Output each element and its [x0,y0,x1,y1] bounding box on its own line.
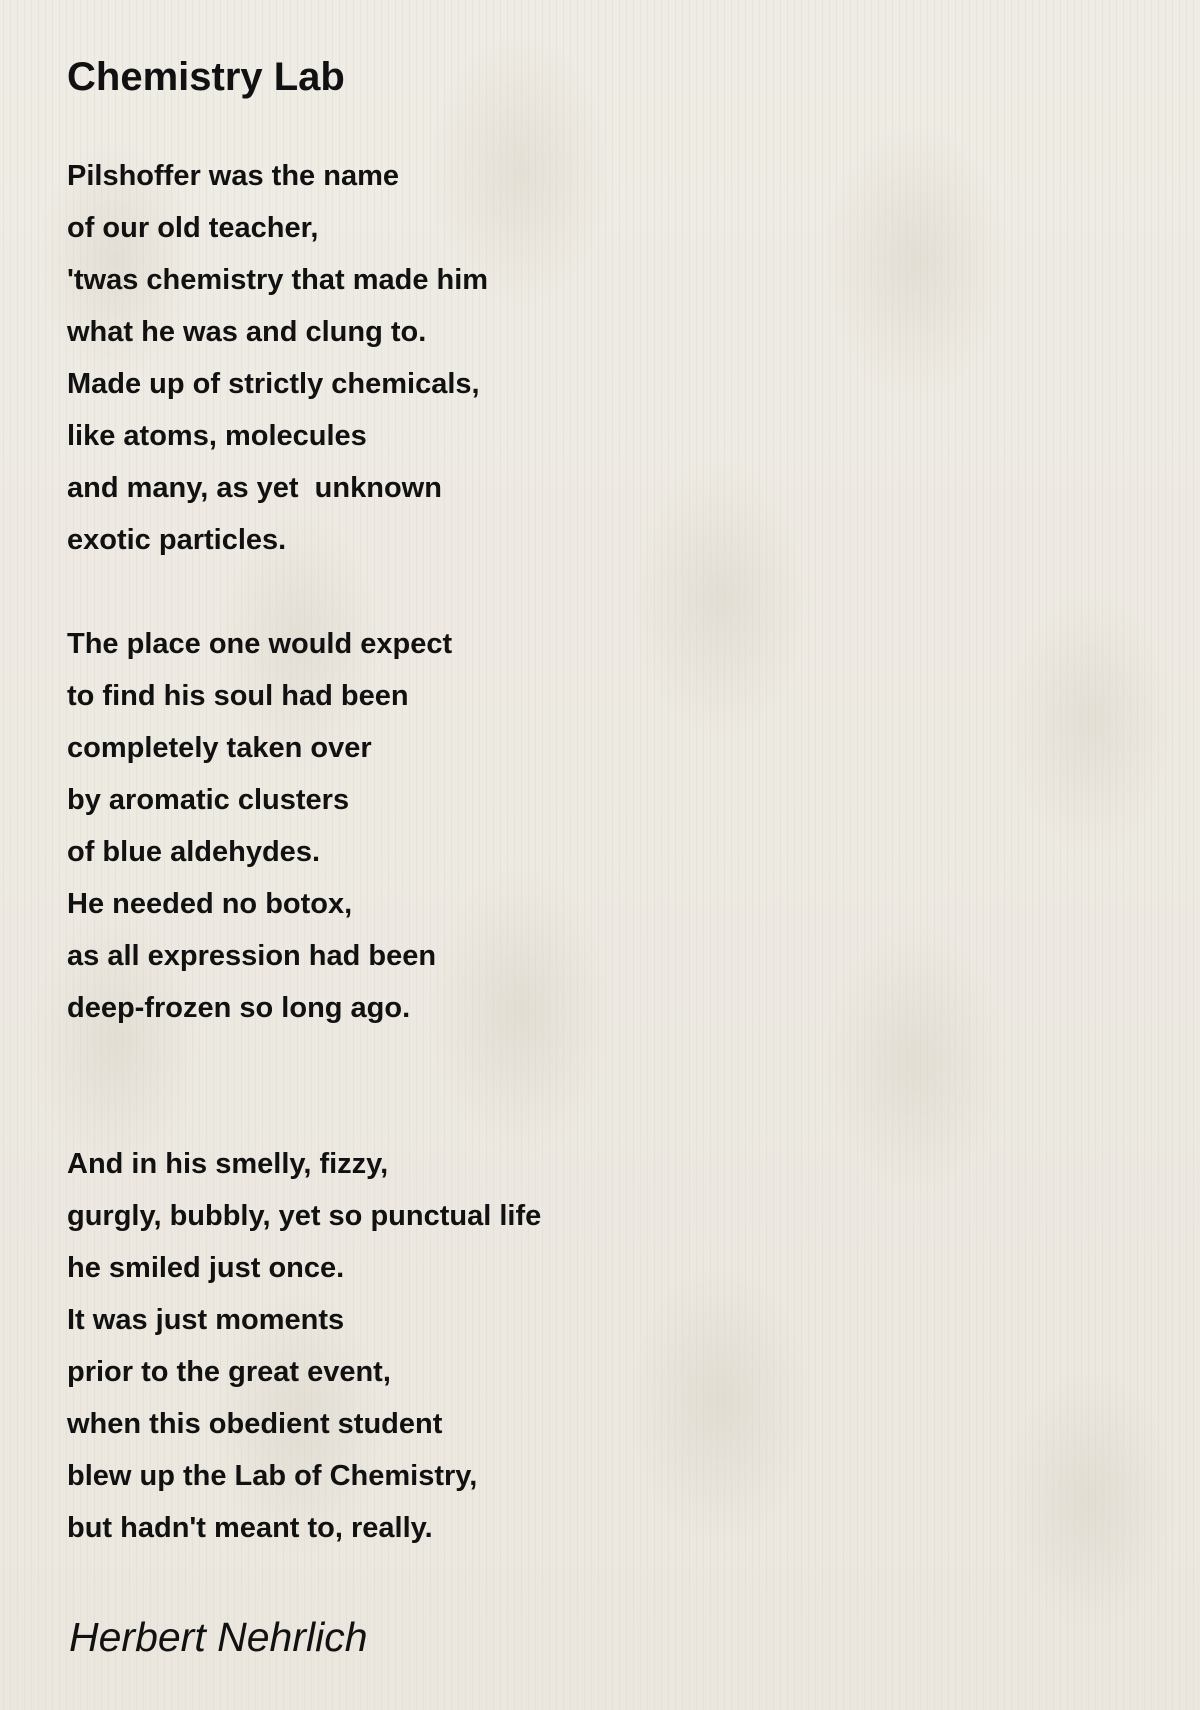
poem-line: as all expression had been [67,940,437,972]
poem-line: And in his smelly, fizzy, [67,1148,389,1180]
poem-line: but hadn't meant to, really. [67,1512,433,1544]
stanza-3 [67,1138,541,1554]
poem-line: deep-frozen so long ago. [67,992,411,1024]
stanza-1 [67,150,488,566]
poem-line: It was just moments [67,1304,345,1336]
poem-line: he smiled just once. [67,1252,345,1284]
poem-line: of blue aldehydes. [67,836,320,868]
poem-line: and many, as yet unknown [67,472,442,504]
poem-line: what he was and clung to. [67,316,427,348]
poem-line: prior to the great event, [67,1356,391,1388]
poem-line: Made up of strictly chemicals, [67,368,480,400]
poem-line: to find his soul had been [67,680,409,712]
poem-title: Chemistry Lab [67,55,345,99]
poem-line: gurgly, bubbly, yet so punctual life [67,1200,542,1232]
poem-line: by aromatic clusters [67,784,350,816]
poem-line: completely taken over [67,732,372,764]
poem-line: when this obedient student [67,1408,443,1440]
poem-line: of our old teacher, [67,212,319,244]
poem-line: 'twas chemistry that made him [67,264,489,296]
poem-line: exotic particles. [67,524,287,556]
poem-author: Herbert Nehrlich [69,1614,368,1660]
poem-line: like atoms, molecules [67,420,367,452]
poem-line: Pilshoffer was the name [67,160,399,192]
poem-line: blew up the Lab of Chemistry, [67,1460,478,1492]
stanza-2 [67,618,452,1034]
poem-line: The place one would expect [67,628,453,660]
poem-line: He needed no botox, [67,888,353,920]
